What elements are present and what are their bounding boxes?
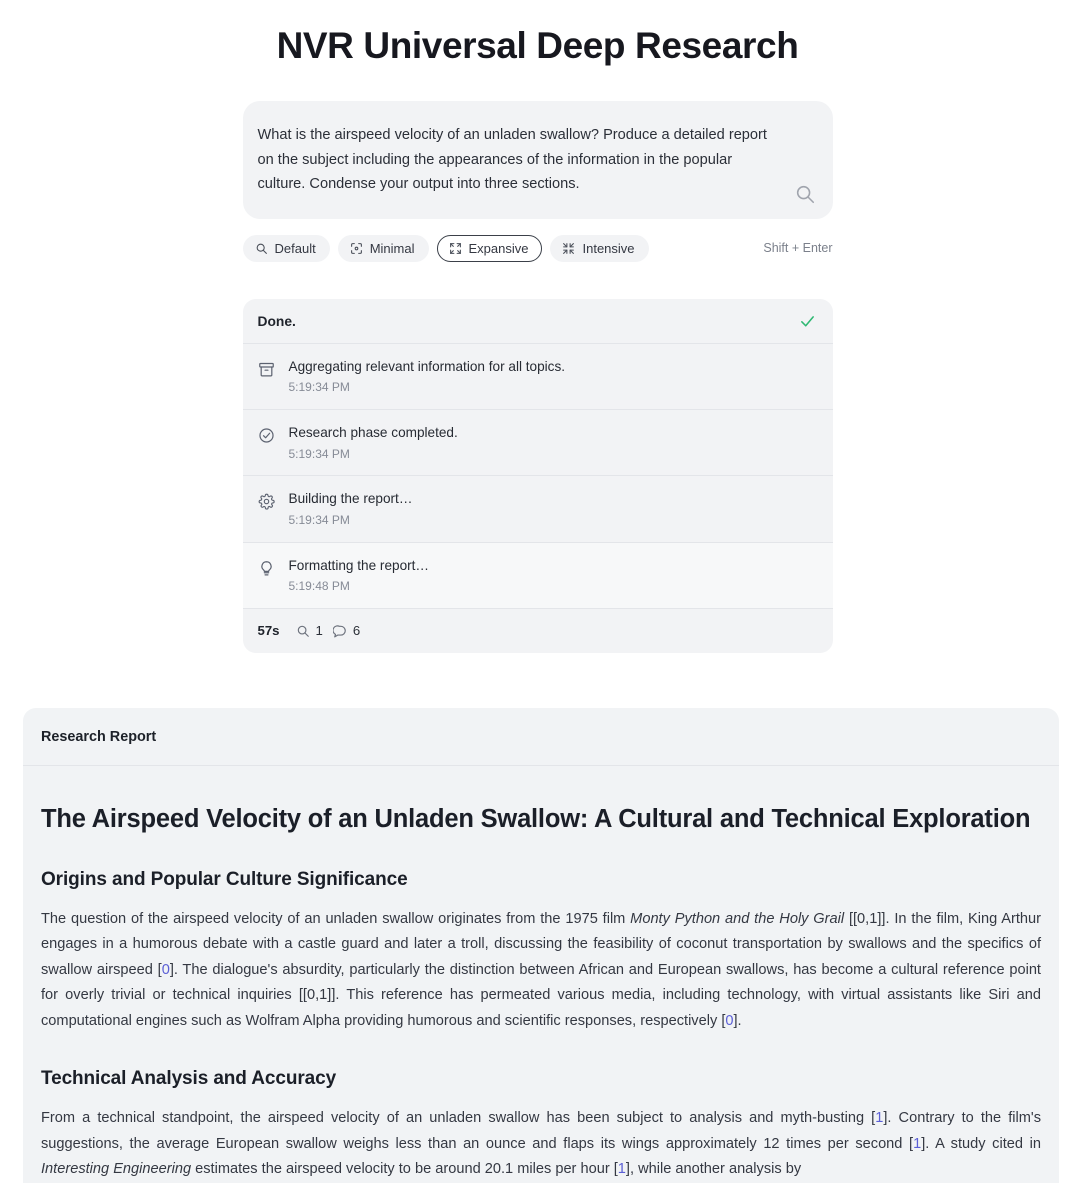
mode-button-intensive[interactable] bbox=[550, 235, 648, 262]
status-footer bbox=[243, 609, 833, 653]
search-icon[interactable] bbox=[794, 183, 816, 205]
mode-button-expansive[interactable] bbox=[437, 235, 543, 262]
archive-icon bbox=[258, 361, 275, 378]
status-row-content bbox=[289, 491, 413, 527]
gear-icon bbox=[258, 493, 275, 510]
status-row-text: Building the report… bbox=[288, 491, 413, 507]
status-row-timestamp: 5:19:34 PM bbox=[288, 512, 350, 527]
mode-button-minimal[interactable] bbox=[338, 235, 429, 262]
status-row-content bbox=[289, 359, 566, 395]
status-row[interactable] bbox=[243, 476, 833, 542]
minimize-icon bbox=[562, 242, 575, 255]
report-section-heading: Origins and Popular Culture Significance bbox=[41, 868, 408, 890]
report-section-paragraph: From a technical standpoint, the airspeed velocity of an unladen swallow has been subject to analysis and myth-busting [1]. Contrary to the film's suggestions, the average European swallow weighs less than an ounce and flaps its wings approximately 12 times per second [1]. A study cited in Interesting Engineering estimates the airspeed velocity to be around 20.1 miles per hour [1], while another analysis by bbox=[41, 1110, 1042, 1178]
status-panel bbox=[243, 299, 833, 654]
status-heading: Done. bbox=[257, 313, 296, 329]
status-row-timestamp: 5:19:34 PM bbox=[288, 380, 350, 395]
mode-button-default[interactable] bbox=[243, 235, 330, 262]
status-row-text: Formatting the report… bbox=[288, 557, 430, 573]
status-row[interactable] bbox=[243, 410, 833, 476]
prompt-input[interactable] bbox=[243, 101, 833, 219]
status-row-text: Aggregating relevant information for all topics. bbox=[288, 358, 566, 374]
mode-selector bbox=[243, 235, 833, 262]
status-row-text: Research phase completed. bbox=[288, 424, 458, 440]
report-section-paragraph: The question of the airspeed velocity of an unladen swallow originates from the 1975 film Monty Python and the Holy Grail [[0,1]]. In the film, King Arthur engages in a humorous debate with a castle guard and later a troll, discussing the feasibility of coconut transportation by swallows and the specifics of swallow airspeed [0]. The dialogue's absurdity, particularly the distinction between African and European swallows, has become a cultural reference point for overly trivial or technical inquiries [[0,1]]. This reference has permeated various media, including technology, with virtual assistants like Siri and computational engines such as Wolfram Alpha providing humorous and scientific responses, respectively [0]. bbox=[41, 910, 1041, 1029]
scan-dot-icon bbox=[350, 242, 363, 255]
mode-button-label: Minimal bbox=[369, 240, 415, 256]
mode-button-label: Expansive bbox=[468, 240, 529, 256]
research-report-header bbox=[23, 708, 1059, 766]
report-section-heading: Technical Analysis and Accuracy bbox=[41, 1068, 337, 1090]
main-column bbox=[243, 101, 833, 653]
prompt-input-value[interactable]: What is the airspeed velocity of an unladen swallow? Produce a detailed report on the subject including the appearances of the information in the popular culture. Condense your output into three sections. bbox=[257, 127, 767, 192]
comments-stat bbox=[333, 623, 360, 638]
comment-icon bbox=[333, 624, 347, 638]
lightbulb-icon bbox=[258, 560, 275, 577]
status-row-timestamp: 5:19:48 PM bbox=[288, 579, 350, 594]
duration-label: 57s bbox=[257, 623, 280, 639]
research-report-card bbox=[23, 708, 1059, 1183]
status-row[interactable] bbox=[243, 344, 833, 410]
page-title: NVR Universal Deep Research bbox=[276, 25, 799, 66]
comments-count: 6 bbox=[352, 623, 361, 639]
search-icon bbox=[296, 624, 310, 638]
status-row-content bbox=[289, 558, 430, 594]
mode-button-label: Intensive bbox=[582, 240, 635, 256]
searches-count: 1 bbox=[315, 623, 323, 639]
research-report-body bbox=[23, 766, 1059, 1183]
submit-hint: Shift + Enter bbox=[763, 241, 833, 255]
status-panel-header bbox=[243, 299, 833, 344]
search-icon bbox=[255, 242, 268, 255]
mode-button-label: Default bbox=[274, 240, 316, 256]
maximize-icon bbox=[449, 242, 462, 255]
status-row-content bbox=[289, 425, 458, 461]
status-row[interactable] bbox=[243, 543, 833, 609]
research-report-label: Research Report bbox=[41, 729, 157, 745]
report-title: The Airspeed Velocity of an Unladen Swallow: A Cultural and Technical Exploration bbox=[41, 805, 1031, 833]
status-row-timestamp: 5:19:34 PM bbox=[288, 446, 350, 461]
check-circle-icon bbox=[258, 427, 275, 444]
check-icon bbox=[799, 313, 816, 330]
searches-stat bbox=[296, 623, 323, 638]
